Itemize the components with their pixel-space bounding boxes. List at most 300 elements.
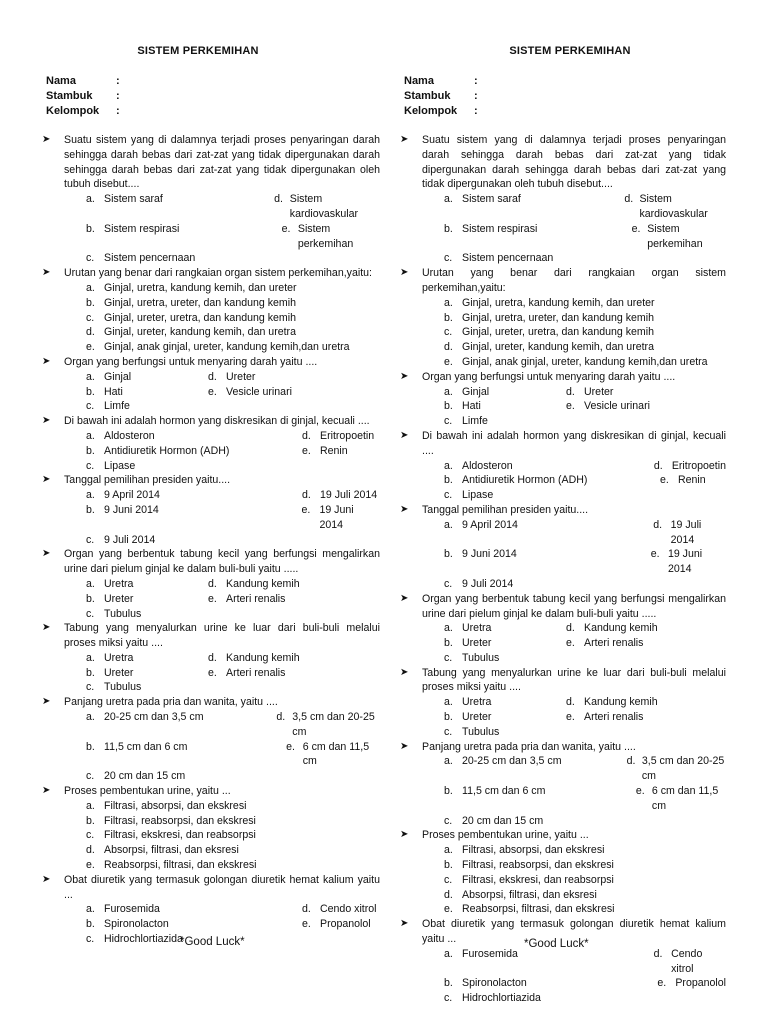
option-text: 20-25 cm dan 3,5 cm: [104, 711, 204, 724]
answer-option: [86, 192, 274, 222]
option-letter: a.: [444, 696, 453, 709]
option-text: Sistem pencernaan: [104, 252, 196, 265]
answer-option: [636, 784, 726, 814]
answer-option: [274, 192, 380, 222]
option-text: Ginjal: [462, 385, 490, 398]
answer-option: [86, 828, 256, 843]
option-text: 3,5 cm dan 20-25 cm: [292, 711, 375, 738]
option-text: 3,5 cm dan 20-25 cm: [641, 755, 725, 783]
option-text: Ureter: [462, 637, 492, 650]
option-text: Filtrasi, ekskresi, dan reabsorpsi: [104, 829, 256, 842]
option-text: Furosemida: [462, 947, 518, 960]
option-letter: c.: [86, 607, 95, 620]
arrow-bullet-icon: ➤: [42, 622, 51, 634]
arrow-bullet-icon: ➤: [42, 267, 51, 279]
identity-colon: :: [116, 75, 120, 87]
option-text: 6 cm dan 11,5 cm: [651, 785, 719, 812]
option-text: Filtrasi, reabsorpsi, dan ekskresi: [104, 814, 256, 827]
identity-block: [404, 74, 478, 119]
answer-option-row: [444, 695, 726, 710]
option-text: Tubulus: [462, 725, 500, 738]
answer-option: [86, 917, 302, 932]
arrow-bullet-icon: ➤: [42, 415, 51, 427]
answer-option: [86, 680, 141, 695]
answer-options: [444, 843, 726, 917]
answer-option: [86, 902, 302, 917]
answer-option: [86, 459, 135, 474]
option-text: Ginjal, anak ginjal, ureter, kandung kemih,dan uretra: [104, 341, 350, 354]
option-letter: c.: [444, 651, 453, 664]
option-text: Ureter: [462, 711, 492, 724]
option-letter: b.: [86, 740, 95, 753]
option-text: Uretra: [104, 577, 134, 590]
option-text: Renin: [678, 474, 706, 487]
question-stem: Organ yang berbentuk tabung kecil yang berfungsi mengalirkan urine dari pielum ginjal ke dalam buli-buli yaitu .....: [422, 592, 726, 620]
option-letter: c.: [444, 992, 453, 1005]
option-letter: d.: [208, 577, 217, 590]
answer-option-row: [444, 251, 726, 266]
option-letter: a.: [86, 711, 95, 724]
answer-option: [86, 577, 208, 592]
option-letter: d.: [566, 622, 575, 635]
option-letter: d.: [653, 459, 663, 472]
answer-option: [286, 740, 380, 770]
identity-row-kelompok: [46, 104, 120, 119]
option-letter: b.: [86, 592, 95, 605]
answer-option-row: [444, 340, 726, 355]
option-text: Tubulus: [104, 681, 142, 694]
answer-options: [444, 459, 726, 503]
option-text: Vesicle urinari: [584, 400, 650, 413]
option-letter: e.: [566, 400, 575, 413]
option-text: Sistem saraf: [104, 193, 163, 206]
answer-option-row: [444, 473, 726, 488]
answer-option: [444, 873, 614, 888]
option-letter: a.: [86, 370, 95, 383]
identity-row-stambuk: [46, 89, 120, 104]
answer-option-row: [86, 858, 380, 873]
option-letter: d.: [566, 696, 575, 709]
answer-option: [444, 355, 708, 370]
option-text: Hidrochlortiazida: [462, 992, 541, 1005]
answer-option: [444, 621, 566, 636]
answer-option-row: [444, 518, 726, 548]
arrow-bullet-icon: ➤: [400, 918, 409, 930]
option-letter: b.: [86, 918, 95, 931]
option-text: 20-25 cm dan 3,5 cm: [462, 755, 562, 768]
option-text: Arteri renalis: [226, 592, 286, 605]
answer-option: [657, 976, 726, 991]
answer-option: [282, 222, 380, 252]
answer-option-row: [86, 325, 380, 340]
answer-option: [86, 533, 155, 548]
answer-option: [444, 888, 597, 903]
option-text: Uretra: [104, 651, 134, 664]
option-text: Lipase: [462, 489, 494, 502]
answer-option: [444, 843, 604, 858]
answer-option: [86, 666, 208, 681]
answer-option: [86, 444, 302, 459]
option-text: Furosemida: [104, 903, 160, 916]
option-letter: a.: [86, 577, 95, 590]
option-text: Ginjal: [104, 370, 132, 383]
answer-option-row: [86, 429, 380, 444]
option-letter: d.: [276, 711, 286, 724]
question-item: [398, 370, 726, 429]
identity-row-nama: [404, 74, 478, 89]
answer-option: [444, 991, 541, 1006]
option-letter: b.: [86, 666, 95, 679]
option-letter: a.: [86, 489, 95, 502]
option-letter: b.: [86, 503, 95, 516]
answer-option-row: [86, 828, 380, 843]
option-text: Uretra: [462, 696, 492, 709]
answer-option-row: [444, 814, 726, 829]
option-text: Hati: [462, 400, 481, 413]
arrow-bullet-icon: ➤: [400, 740, 409, 752]
identity-label: Stambuk: [46, 90, 93, 102]
option-text: 20 cm dan 15 cm: [104, 770, 186, 783]
answer-option: [208, 592, 285, 607]
answer-option-row: [444, 459, 726, 474]
option-text: Ginjal, uretra, kandung kemih, dan ureter: [104, 281, 297, 294]
question-item: [40, 695, 380, 784]
question-item: [398, 828, 726, 917]
answer-options: [86, 429, 380, 473]
answer-option: [444, 695, 566, 710]
answer-option: [444, 725, 499, 740]
option-letter: d.: [86, 326, 95, 339]
answer-option: [444, 710, 566, 725]
option-letter: c.: [86, 829, 95, 842]
option-letter: a.: [86, 193, 95, 206]
answer-option: [444, 784, 636, 814]
option-letter: c.: [444, 814, 453, 827]
answer-option-row: [86, 592, 380, 607]
answer-options: [86, 488, 380, 547]
option-text: Spironolacton: [462, 977, 527, 990]
option-letter: b.: [444, 222, 453, 235]
option-letter: a.: [444, 193, 453, 206]
answer-option-row: [444, 651, 726, 666]
option-text: Ginjal, anak ginjal, ureter, kandung kemih,dan uretra: [462, 355, 708, 368]
option-text: Ureter: [226, 370, 256, 383]
option-text: Ginjal, ureter, uretra, dan kandung kemih: [462, 326, 654, 339]
identity-colon: :: [474, 90, 478, 102]
option-letter: d.: [653, 518, 663, 531]
answer-option-row: [444, 843, 726, 858]
option-text: Propanolol: [320, 918, 371, 931]
option-text: Aldosteron: [462, 459, 513, 472]
answer-options: [444, 621, 726, 665]
option-letter: e.: [86, 341, 95, 354]
arrow-bullet-icon: ➤: [400, 829, 409, 841]
option-text: 19 Juni 2014: [667, 548, 703, 576]
question-item: [398, 740, 726, 829]
option-letter: c.: [86, 252, 95, 265]
answer-options: [86, 192, 380, 266]
option-letter: a.: [444, 844, 453, 857]
answer-option: [86, 932, 183, 947]
option-letter: d.: [208, 370, 217, 383]
arrow-bullet-icon: ➤: [42, 696, 51, 708]
answer-option: [444, 459, 654, 474]
answer-option-row: [444, 222, 726, 252]
answer-option: [444, 385, 566, 400]
answer-option: [86, 325, 296, 340]
option-letter: a.: [444, 385, 453, 398]
answer-option-row: [86, 340, 380, 355]
answer-option: [566, 399, 650, 414]
option-letter: b.: [444, 977, 453, 990]
option-text: Reabsorpsi, filtrasi, dan ekskresi: [104, 859, 257, 872]
answer-option: [86, 651, 208, 666]
answer-option: [86, 251, 195, 266]
option-letter: b.: [86, 385, 95, 398]
identity-row-stambuk: [404, 89, 478, 104]
option-letter: a.: [444, 459, 453, 472]
answer-option-row: [86, 843, 380, 858]
answer-option: [444, 947, 654, 977]
option-text: 9 Juli 2014: [104, 533, 156, 546]
arrow-bullet-icon: ➤: [42, 474, 51, 486]
option-letter: b.: [444, 859, 453, 872]
question-stem: Tanggal pemilihan presiden yaitu....: [64, 474, 231, 487]
identity-colon: :: [116, 105, 120, 117]
answer-option: [566, 385, 613, 400]
answer-options: [444, 192, 726, 266]
option-letter: c.: [444, 489, 453, 502]
option-letter: e.: [566, 637, 575, 650]
answer-option: [444, 251, 553, 266]
question-item: [398, 133, 726, 266]
question-stem: Tabung yang menyalurkan urine ke luar dari buli-buli melalui proses miksi yaitu ....: [422, 666, 726, 694]
question-stem: Organ yang berbentuk tabung kecil yang berfungsi mengalirkan urine dari pielum ginjal ke dalam buli-buli yaitu .....: [64, 548, 380, 576]
answer-option-row: [86, 740, 380, 770]
option-letter: d.: [302, 429, 311, 442]
question-item: [398, 917, 726, 1006]
option-letter: a.: [86, 799, 95, 812]
answer-option: [653, 518, 726, 548]
answer-option-row: [86, 311, 380, 326]
option-text: Sistem perkemihan: [647, 222, 703, 250]
option-text: Kandung kemih: [226, 651, 300, 664]
answer-option-row: [444, 547, 726, 577]
good-luck-text: *Good Luck*: [524, 938, 589, 950]
answer-option: [627, 754, 726, 784]
option-text: Hidrochlortiazida: [104, 933, 183, 946]
arrow-bullet-icon: ➤: [42, 134, 51, 145]
answer-option-row: [86, 902, 380, 917]
answer-option: [86, 799, 246, 814]
question-stem: Tabung yang menyalurkan urine ke luar dari buli-buli melalui proses miksi yaitu ....: [64, 622, 380, 650]
option-letter: e.: [657, 977, 667, 990]
option-text: Arteri renalis: [584, 637, 644, 650]
option-letter: c.: [86, 681, 95, 694]
arrow-bullet-icon: ➤: [42, 873, 51, 885]
question-item: [40, 784, 380, 873]
option-text: Sistem perkemihan: [297, 222, 354, 250]
option-letter: b.: [444, 400, 453, 413]
answer-options: [86, 577, 380, 621]
arrow-bullet-icon: ➤: [400, 429, 409, 441]
arrow-bullet-icon: ➤: [42, 548, 51, 560]
answer-option-row: [86, 710, 380, 740]
answer-option: [86, 385, 208, 400]
identity-colon: :: [474, 75, 478, 87]
option-letter: d.: [444, 888, 453, 901]
arrow-bullet-icon: ➤: [42, 355, 51, 367]
option-text: Absorpsi, filtrasi, dan eksresi: [104, 844, 239, 857]
answer-option: [86, 607, 141, 622]
option-text: Reabsorpsi, filtrasi, dan ekskresi: [462, 903, 615, 916]
question-stem: Panjang uretra pada pria dan wanita, yaitu ....: [422, 740, 636, 753]
question-list: [398, 133, 726, 1006]
answer-option: [208, 385, 292, 400]
option-letter: c.: [86, 533, 95, 546]
option-text: Vesicle urinari: [226, 385, 292, 398]
option-letter: e.: [660, 474, 669, 487]
answer-option: [208, 666, 285, 681]
option-text: Ureter: [104, 666, 134, 679]
answer-option: [566, 621, 658, 636]
answer-option: [654, 459, 726, 474]
question-stem: Di bawah ini adalah hormon yang diskresikan di ginjal, kecuali ....: [64, 415, 370, 428]
answer-option: [86, 222, 282, 252]
question-stem: Urutan yang benar dari rangkaian organ sistem perkemihan,yaitu:: [422, 267, 726, 294]
option-letter: e.: [302, 444, 311, 457]
option-letter: e.: [286, 740, 295, 753]
option-text: 9 April 2014: [462, 518, 518, 531]
answer-option: [302, 429, 374, 444]
option-text: Tubulus: [462, 651, 500, 664]
answer-options: [444, 947, 726, 1006]
option-text: Hati: [104, 385, 123, 398]
answer-option: [444, 651, 499, 666]
answer-option-row: [86, 192, 380, 222]
option-text: Arteri renalis: [226, 666, 286, 679]
answer-option-row: [444, 577, 726, 592]
arrow-bullet-icon: ➤: [400, 592, 409, 604]
option-text: Sistem respirasi: [104, 222, 180, 235]
answer-option-row: [444, 399, 726, 414]
good-luck-text: *Good Luck*: [180, 936, 245, 948]
option-text: Sistem pencernaan: [462, 252, 554, 265]
option-letter: d.: [302, 903, 311, 916]
option-text: Absorpsi, filtrasi, dan eksresi: [462, 888, 597, 901]
answer-option-row: [86, 296, 380, 311]
option-text: Renin: [320, 444, 348, 457]
arrow-bullet-icon: ➤: [400, 666, 409, 678]
option-text: Propanolol: [675, 977, 726, 990]
identity-label: Kelompok: [404, 105, 458, 117]
identity-label: Nama: [46, 75, 76, 87]
answer-option-row: [444, 784, 726, 814]
option-letter: e.: [208, 666, 217, 679]
answer-option: [566, 636, 643, 651]
answer-option-row: [444, 858, 726, 873]
answer-option-row: [444, 621, 726, 636]
option-text: Cendo xitrol: [671, 947, 703, 975]
answer-options: [86, 710, 380, 784]
question-item: [40, 621, 380, 695]
option-letter: b.: [444, 548, 453, 561]
answer-option: [208, 577, 300, 592]
option-text: 9 Juni 2014: [104, 503, 159, 516]
answer-options: [444, 518, 726, 592]
answer-option: [660, 473, 706, 488]
option-letter: a.: [444, 947, 453, 960]
answer-option: [86, 399, 130, 414]
option-letter: c.: [444, 326, 453, 339]
answer-option: [86, 843, 239, 858]
answer-option-row: [444, 710, 726, 725]
option-letter: b.: [86, 222, 95, 235]
answer-option: [444, 518, 653, 548]
option-letter: b.: [86, 444, 95, 457]
arrow-bullet-icon: ➤: [400, 267, 409, 279]
answer-option-row: [86, 577, 380, 592]
question-item: [398, 592, 726, 666]
option-text: Cendo xitrol: [320, 903, 377, 916]
question-stem: Proses pembentukan urine, yaitu ...: [422, 829, 589, 842]
arrow-bullet-icon: ➤: [42, 785, 51, 797]
option-letter: a.: [444, 755, 453, 768]
question-item: [40, 266, 380, 355]
option-text: Ginjal, uretra, ureter, dan kandung kemih: [462, 311, 654, 324]
answer-option-row: [444, 192, 726, 222]
question-item: [40, 414, 380, 473]
answer-option: [444, 296, 655, 311]
question-item: [40, 473, 380, 547]
answer-options: [86, 799, 380, 873]
identity-block: [46, 74, 120, 119]
answer-option-row: [86, 370, 380, 385]
answer-option: [632, 222, 726, 252]
answer-option: [444, 976, 657, 991]
answer-option: [86, 769, 185, 784]
question-list: [40, 133, 380, 947]
answer-option: [208, 370, 255, 385]
option-text: Sistem saraf: [462, 193, 521, 206]
answer-option: [86, 311, 296, 326]
answer-option: [86, 740, 286, 770]
option-letter: e.: [650, 548, 660, 561]
question-item: [40, 133, 380, 266]
option-letter: c.: [444, 873, 453, 886]
answer-option: [444, 814, 543, 829]
question-stem: Organ yang berfungsi untuk menyaring darah yaitu ....: [422, 370, 676, 383]
answer-option-row: [86, 251, 380, 266]
option-letter: d.: [566, 385, 575, 398]
answer-option: [86, 858, 257, 873]
option-text: Aldosteron: [104, 429, 155, 442]
option-letter: c.: [86, 459, 95, 472]
option-letter: a.: [444, 622, 453, 635]
option-letter: e.: [208, 385, 217, 398]
answer-options: [444, 754, 726, 828]
option-text: 11,5 cm dan 6 cm: [104, 740, 188, 753]
option-text: 9 Juli 2014: [462, 577, 514, 590]
option-letter: b.: [444, 785, 453, 798]
option-text: Antidiuretik Hormon (ADH): [104, 444, 230, 457]
question-stem: Proses pembentukan urine, yaitu ...: [64, 785, 231, 798]
answer-options: [86, 370, 380, 414]
identity-row-kelompok: [404, 104, 478, 119]
question-item: [398, 266, 726, 370]
option-text: Ureter: [584, 385, 614, 398]
answer-option-row: [444, 976, 726, 991]
